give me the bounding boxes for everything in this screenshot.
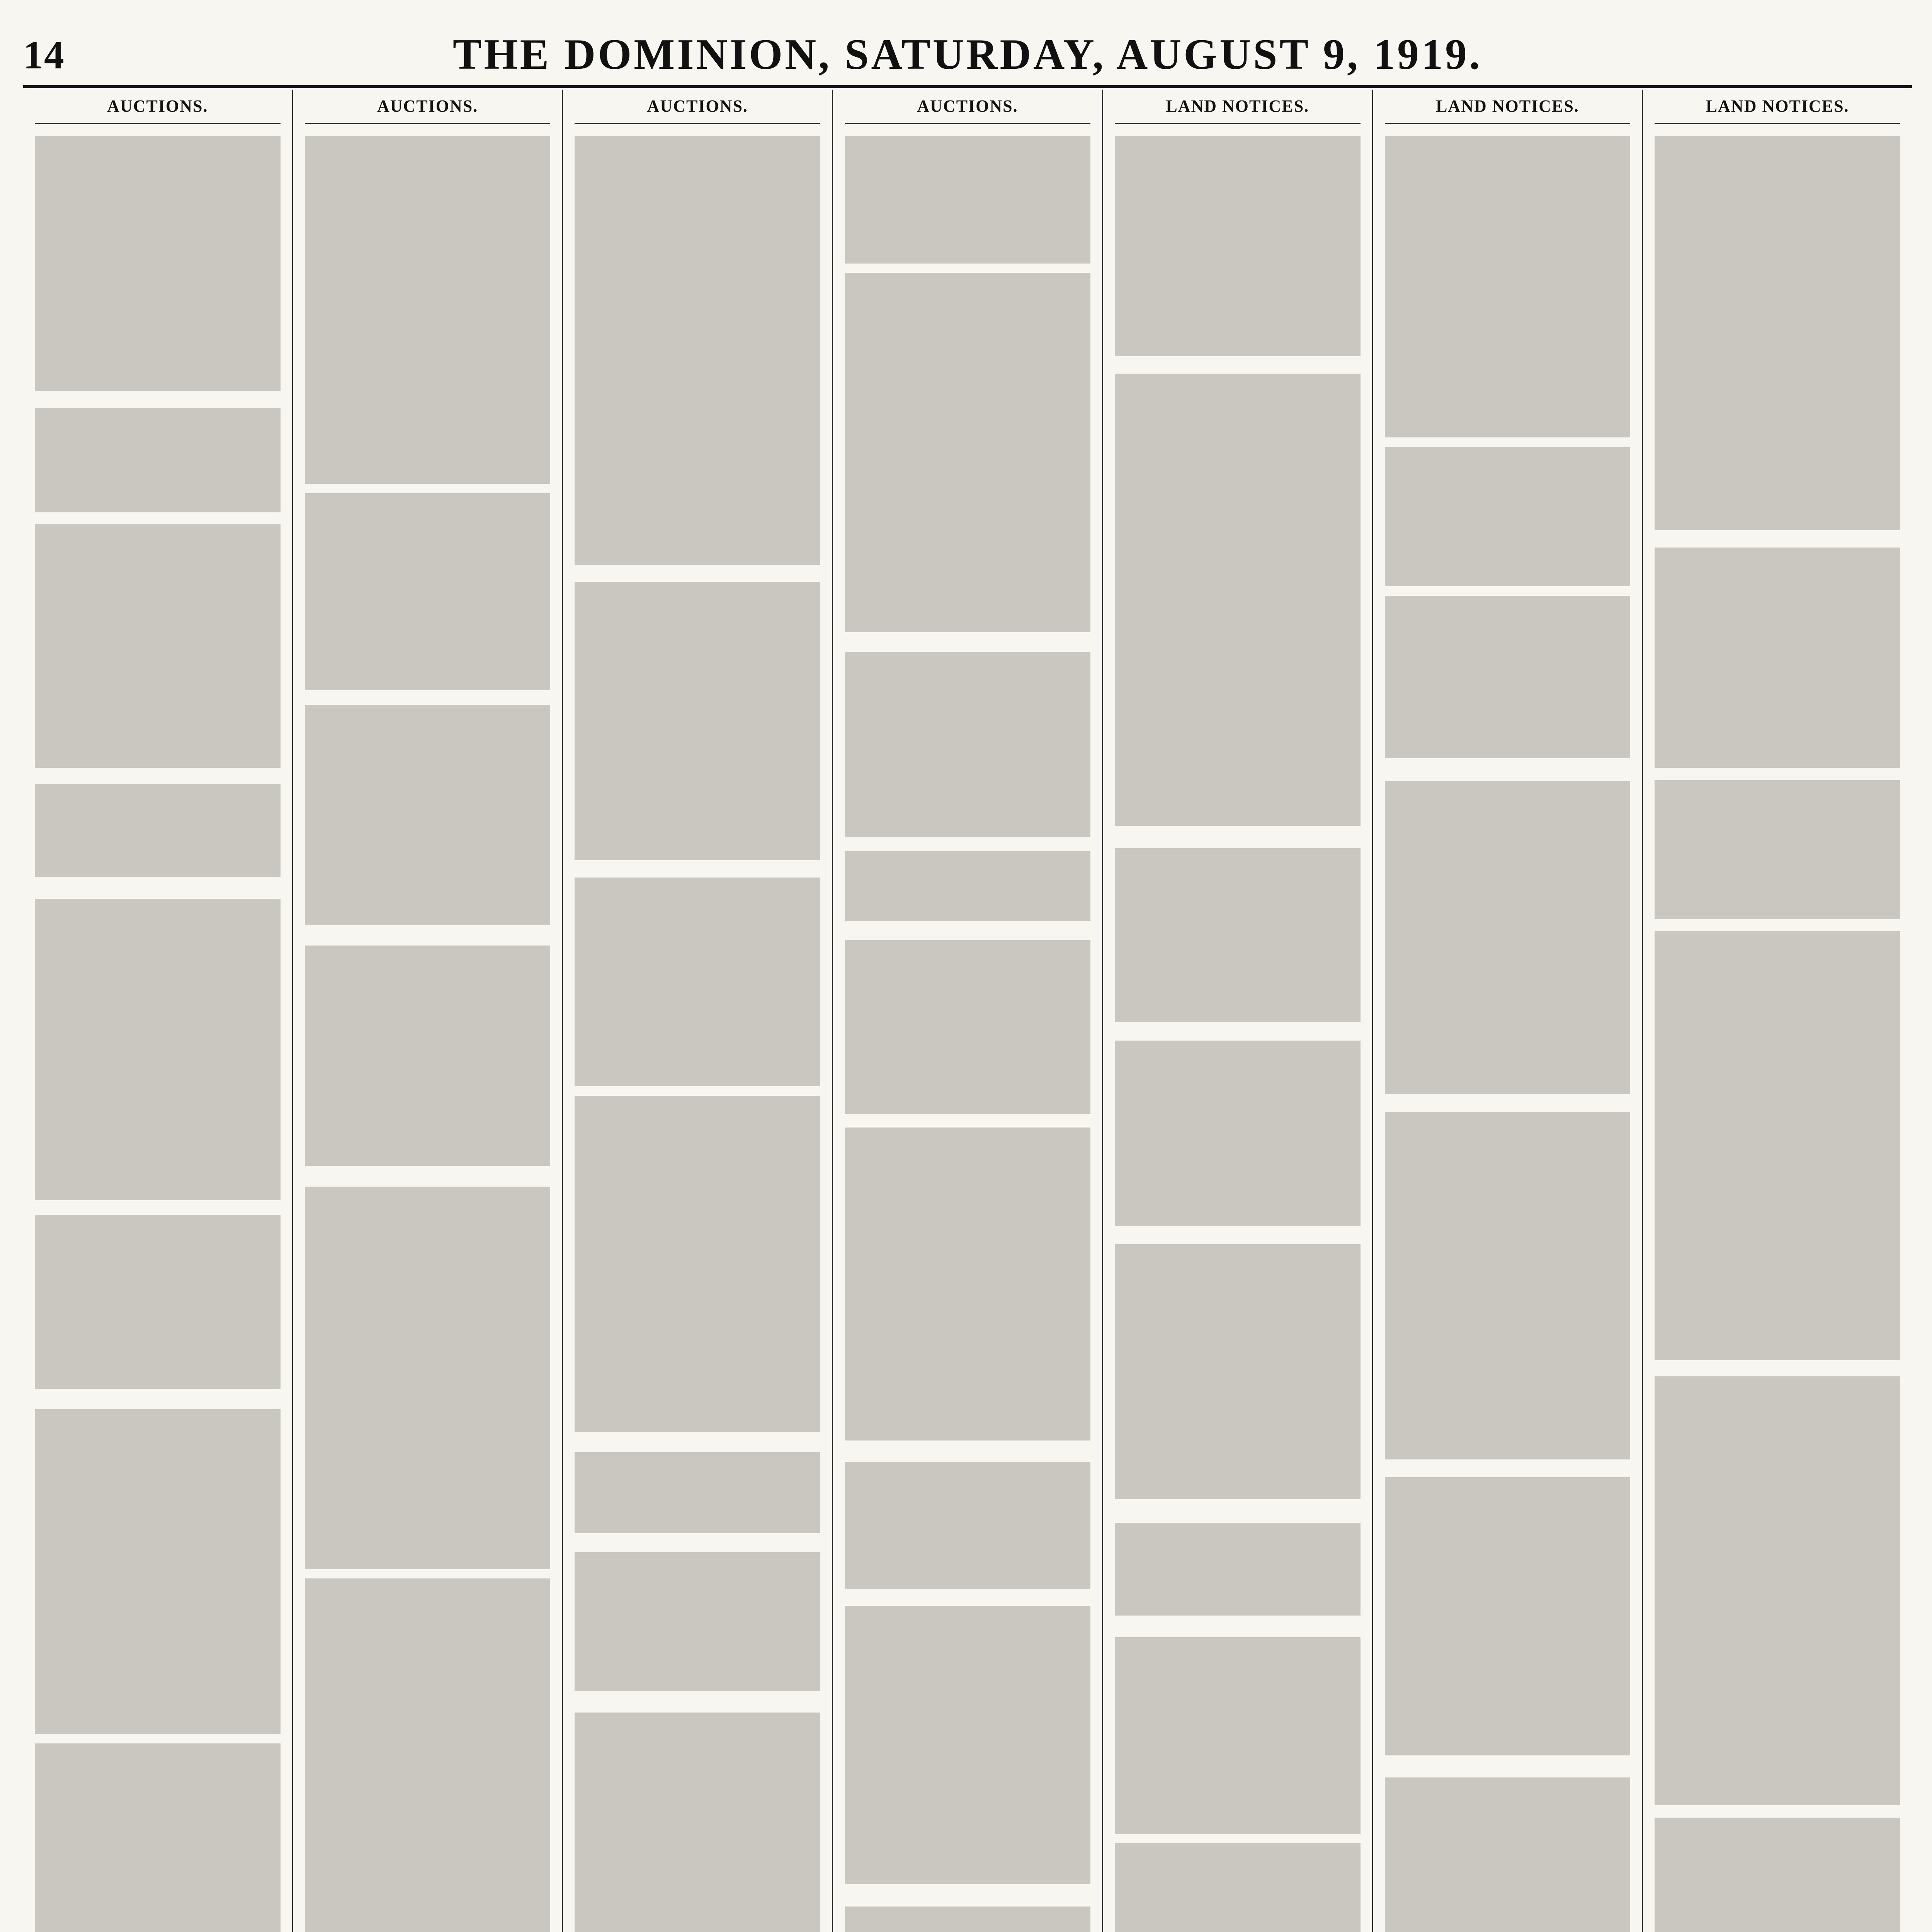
unreadable-text-block <box>1115 1041 1361 1226</box>
unreadable-text-block <box>1385 596 1631 758</box>
columns <box>23 90 1912 1932</box>
unreadable-text-block <box>1655 548 1900 768</box>
column-body <box>575 136 820 1932</box>
column-6 <box>1373 90 1643 1932</box>
unreadable-text-block <box>1115 848 1361 1022</box>
column-body <box>1655 136 1900 1932</box>
unreadable-text-block <box>305 705 551 925</box>
column-2 <box>293 90 563 1932</box>
unreadable-text-block <box>305 493 551 690</box>
column-body <box>305 136 551 1932</box>
unreadable-text-block <box>1655 136 1900 530</box>
unreadable-text-block <box>575 1096 820 1432</box>
unreadable-text-block <box>35 136 281 391</box>
column-heading: AUCTIONS. <box>845 90 1090 124</box>
unreadable-text-block <box>1115 1244 1361 1499</box>
column-body <box>845 136 1090 1932</box>
unreadable-text-block <box>305 136 551 484</box>
unreadable-text-block <box>575 1713 820 1932</box>
column-7 <box>1643 90 1912 1932</box>
column-body <box>1115 136 1361 1932</box>
column-3 <box>563 90 833 1932</box>
unreadable-text-block <box>1385 136 1631 437</box>
unreadable-text-block <box>845 1606 1090 1884</box>
unreadable-text-block <box>1385 1777 1631 1932</box>
unreadable-text-block <box>1655 780 1900 919</box>
unreadable-text-block <box>575 878 820 1086</box>
unreadable-text-block <box>1655 1818 1900 1932</box>
unreadable-text-block <box>1655 931 1900 1360</box>
column-body <box>1385 136 1631 1932</box>
page-number: 14 <box>23 33 65 77</box>
unreadable-text-block <box>845 273 1090 632</box>
column-heading: AUCTIONS. <box>575 90 820 124</box>
unreadable-text-block <box>35 1409 281 1734</box>
unreadable-text-block <box>575 1552 820 1691</box>
newspaper-title: THE DOMINION, SATURDAY, AUGUST 9, 1919. <box>452 31 1483 78</box>
unreadable-text-block <box>575 136 820 565</box>
unreadable-text-block <box>1115 1523 1361 1616</box>
unreadable-text-block <box>1385 447 1631 586</box>
unreadable-text-block <box>845 1906 1090 1932</box>
unreadable-text-block <box>575 1452 820 1533</box>
column-heading: AUCTIONS. <box>35 90 281 124</box>
unreadable-text-block <box>1115 1637 1361 1834</box>
unreadable-text-block <box>305 1187 551 1569</box>
unreadable-text-block <box>1385 1112 1631 1459</box>
unreadable-text-block <box>845 136 1090 264</box>
column-heading: AUCTIONS. <box>305 90 551 124</box>
column-5 <box>1103 90 1373 1932</box>
unreadable-text-block <box>305 946 551 1166</box>
unreadable-text-block <box>1115 374 1361 826</box>
unreadable-text-block <box>575 582 820 860</box>
unreadable-text-block <box>305 1578 551 1932</box>
unreadable-text-block <box>845 940 1090 1114</box>
unreadable-text-block <box>845 1462 1090 1589</box>
unreadable-text-block <box>1385 781 1631 1094</box>
unreadable-text-block <box>1385 1477 1631 1755</box>
unreadable-text-block <box>845 1128 1090 1440</box>
unreadable-text-block <box>35 1215 281 1389</box>
unreadable-text-block <box>35 784 281 877</box>
unreadable-text-block <box>1115 136 1361 356</box>
unreadable-text-block <box>35 899 281 1200</box>
unreadable-text-block <box>35 524 281 768</box>
column-heading: LAND NOTICES. <box>1115 90 1361 124</box>
unreadable-text-block <box>1115 1843 1361 1932</box>
unreadable-text-block <box>845 851 1090 921</box>
column-heading: LAND NOTICES. <box>1655 90 1900 124</box>
column-heading: LAND NOTICES. <box>1385 90 1631 124</box>
column-1 <box>23 90 293 1932</box>
unreadable-text-block <box>845 652 1090 837</box>
unreadable-text-block <box>35 1743 281 1932</box>
unreadable-text-block <box>1655 1376 1900 1805</box>
unreadable-text-block <box>35 408 281 512</box>
masthead <box>23 21 1912 88</box>
column-4 <box>833 90 1103 1932</box>
column-body <box>35 136 281 1932</box>
